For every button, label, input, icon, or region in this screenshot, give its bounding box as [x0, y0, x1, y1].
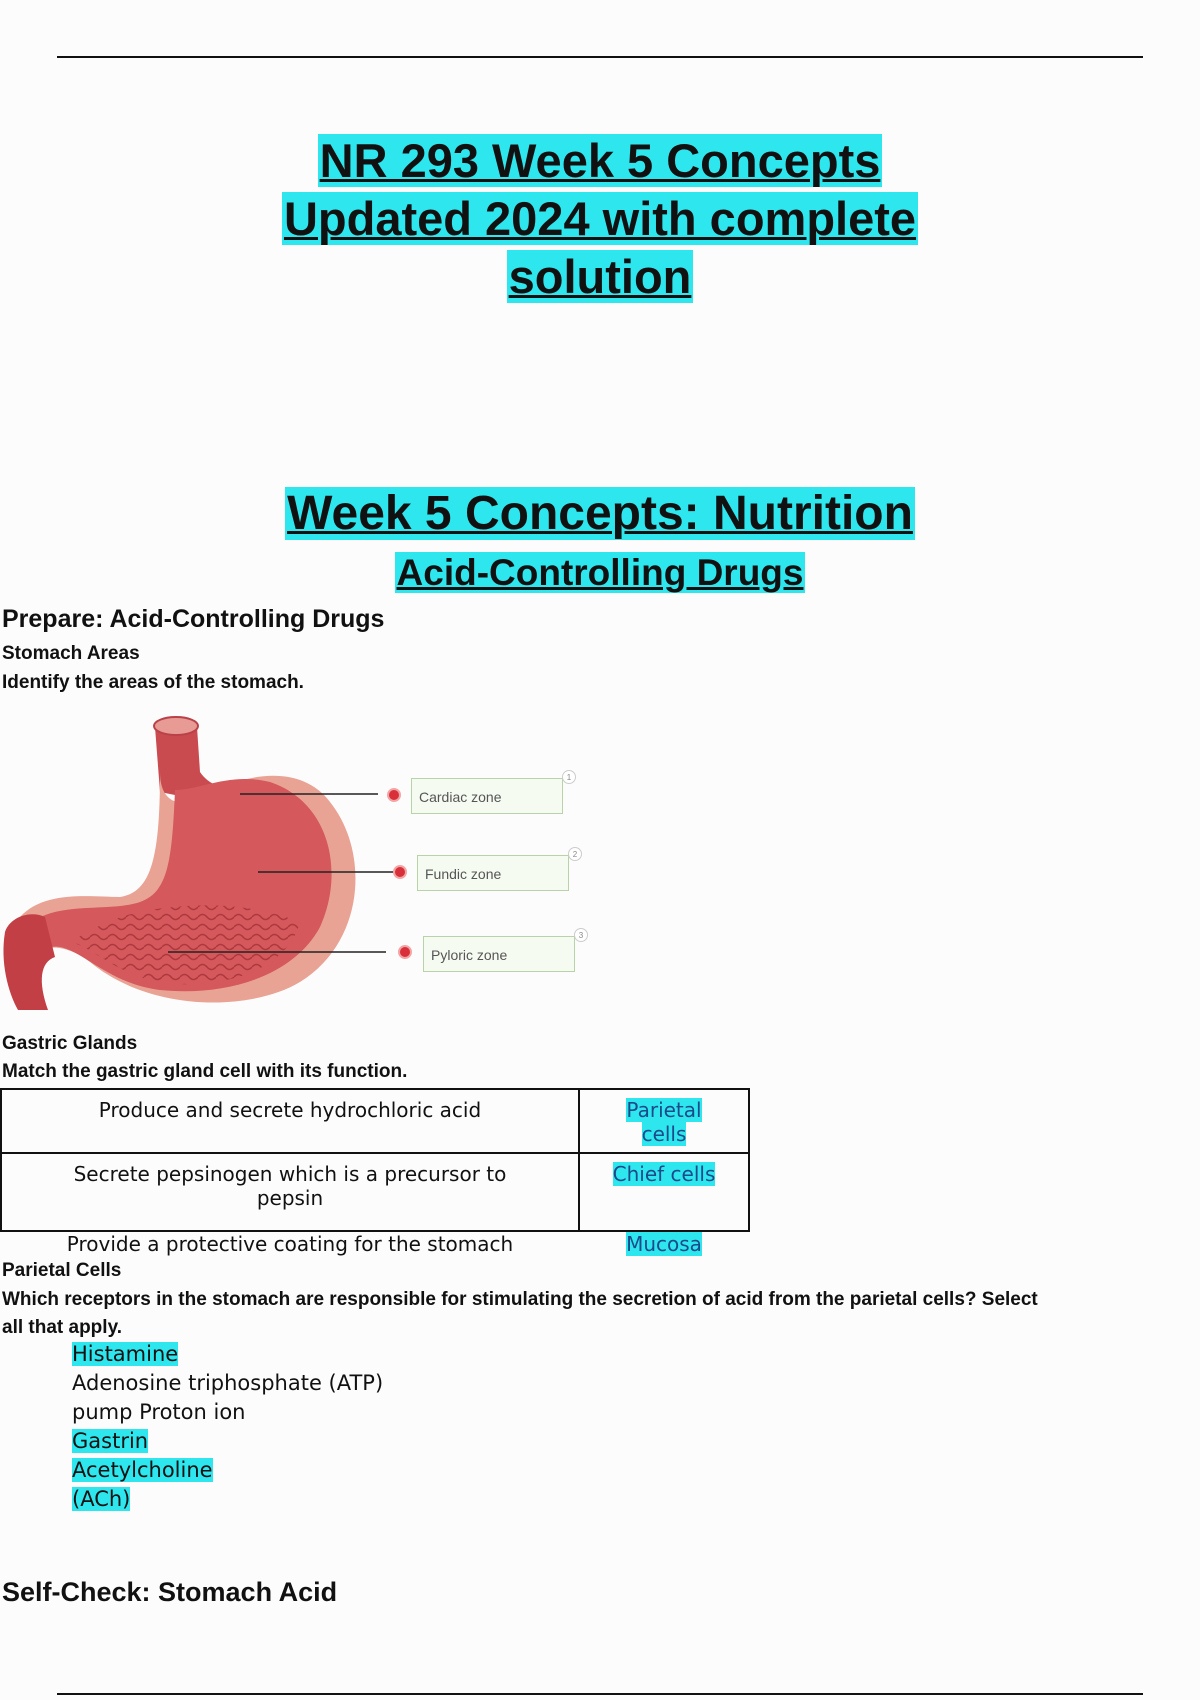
answer-cell: Mucosa	[579, 1231, 749, 1258]
prepare-heading: Prepare: Acid-Controlling Drugs	[2, 605, 385, 633]
gastric-glands-heading: Gastric Glands	[2, 1033, 138, 1054]
cardiac-marker-icon[interactable]	[387, 788, 401, 802]
title-line-2: Updated 2024 with complete	[283, 192, 917, 245]
bottom-rule	[57, 1693, 1143, 1695]
answer-cell: Chief cells	[579, 1153, 749, 1231]
section-title: Week 5 Concepts: Nutrition	[287, 487, 913, 540]
table-row	[1, 1231, 749, 1258]
option-gastrin[interactable]: Gastrin	[72, 1429, 149, 1453]
zone-number-badge: 3	[574, 928, 588, 942]
pyloric-zone-label[interactable]: Pyloric zone	[423, 936, 575, 972]
option-acetylcholine[interactable]: Acetylcholine	[72, 1458, 213, 1482]
option-histamine[interactable]: Histamine	[72, 1342, 179, 1366]
document-title	[0, 132, 1200, 306]
cardiac-zone-label[interactable]: Cardiac zone	[411, 778, 563, 814]
self-check-heading: Self-Check: Stomach Acid	[2, 1577, 338, 1607]
pyloric-marker-icon[interactable]	[398, 945, 412, 959]
stomach-areas-heading: Stomach Areas	[2, 643, 140, 664]
title-line-1: NR 293 Week 5 Concepts	[319, 134, 881, 187]
option-ach[interactable]: (ACh)	[72, 1487, 131, 1511]
title-line-3: solution	[508, 250, 692, 303]
gastric-question: Match the gastric gland cell with its function.	[2, 1061, 408, 1082]
table-row	[1, 1089, 749, 1153]
subsection-title: Acid-Controlling Drugs	[396, 552, 804, 593]
function-cell: Produce and secrete hydrochloric acid	[1, 1089, 579, 1153]
parietal-cells-heading: Parietal Cells	[2, 1260, 122, 1281]
table-row	[1, 1153, 749, 1231]
function-cell: Secrete pepsinogen which is a precursor to pepsin	[1, 1153, 579, 1231]
function-cell: Provide a protective coating for the stomach	[1, 1231, 579, 1258]
stomach-question: Identify the areas of the stomach.	[2, 672, 304, 693]
parietal-question-line-2: all that apply.	[2, 1317, 123, 1338]
top-rule	[57, 56, 1143, 58]
stomach-diagram	[0, 712, 600, 1012]
gastric-gland-table	[0, 1088, 750, 1258]
fundic-zone-label[interactable]: Fundic zone	[417, 855, 569, 891]
zone-number-badge: 2	[568, 847, 582, 861]
option-proton-pump[interactable]: pump Proton ion	[72, 1400, 246, 1424]
receptor-options	[72, 1340, 383, 1514]
zone-number-badge: 1	[562, 770, 576, 784]
answer-cell: Parietal cells	[579, 1089, 749, 1153]
option-atp[interactable]: Adenosine triphosphate (ATP)	[72, 1371, 384, 1395]
fundic-marker-icon[interactable]	[393, 865, 407, 879]
parietal-question-line-1: Which receptors in the stomach are responsible for stimulating the secretion of acid from the parietal cells? Select	[2, 1289, 1038, 1310]
